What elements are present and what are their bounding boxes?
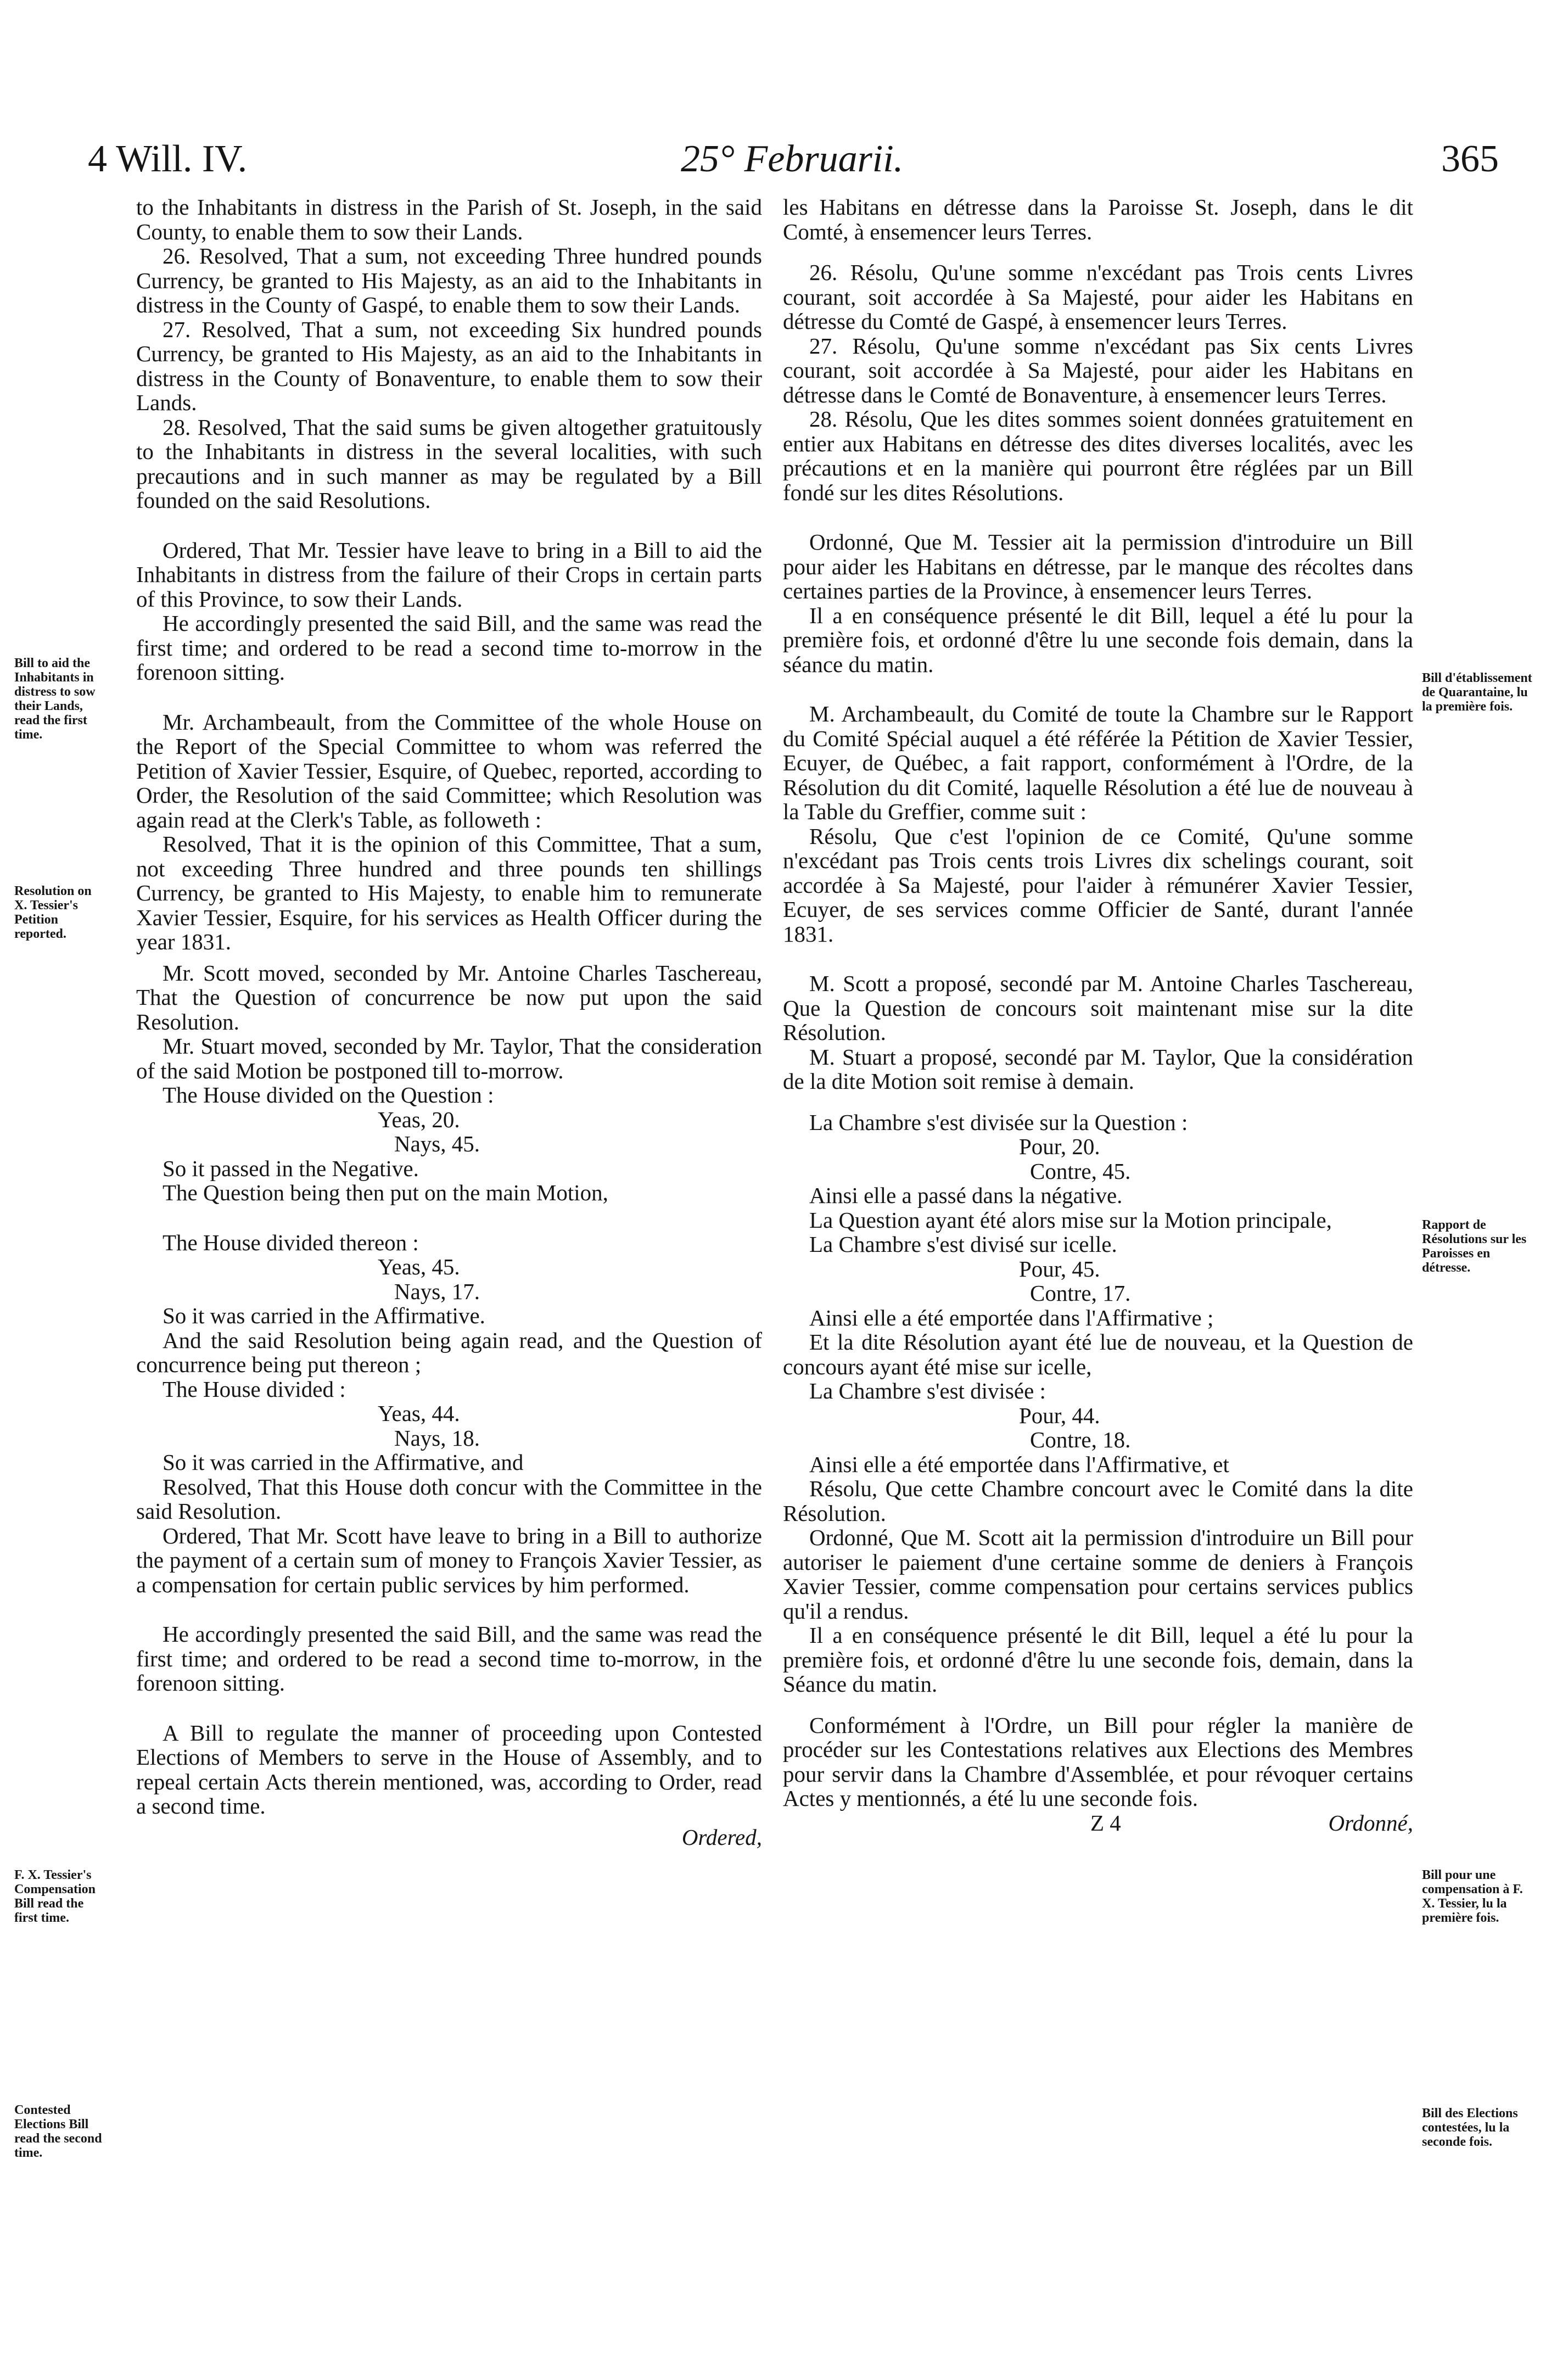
vote-pour: Pour, 45. [1019, 1256, 1100, 1282]
margin-note-contested-elections: Contested Elections Bill read the second time. [14, 2103, 102, 2160]
vote-yeas: Yeas, 44. [378, 1401, 460, 1426]
paragraph: Mr. Archambeault, from the Committee of the whole House on the Report of the Special Committee to whom was referred the Petition of Xavier Tessier, Esquire, of Quebec, reported, according to Order, the Resolution of the said Committee; which Resolution was again read at the Clerk's Table, as followeth : [136, 709, 762, 832]
paragraph: Ordered, That Mr. Scott have leave to bring in a Bill to authorize the payment of a certain sum of money to François Xavier Tessier, as a compensation for certain public services by him performed. [136, 1523, 762, 1597]
page-header [88, 137, 1499, 181]
paragraph: Mr. Stuart moved, seconded by Mr. Taylor, That the consideration of the said Motion be postponed till to-morrow. [136, 1033, 762, 1083]
vote-yeas: Yeas, 20. [378, 1106, 460, 1132]
paragraph: Ainsi elle a été emportée dans l'Affirmative ; [809, 1305, 1214, 1330]
paragraph: Resolved, That this House doth concur with the Committee in the said Resolution. [136, 1474, 762, 1524]
vote-pour: Pour, 20. [1019, 1134, 1100, 1159]
paragraph: Conformément à l'Ordre, un Bill pour régler la manière de procéder sur les Contestations relatives aux Elections des Membres pour servir dans la Chambre d'Assemblée, et pour révoquer certains Actes y mentionnés, a été lu une seconde fois. [783, 1712, 1413, 1811]
session-label: 4 Will. IV. [88, 138, 248, 180]
vote-contre: Contre, 45. [1030, 1158, 1131, 1184]
page-number: 365 [1441, 138, 1499, 180]
margin-note-bill-quarantaine: Bill d'établissement de Quarantaine, lu la première fois. [1422, 671, 1532, 714]
vote-nays: Nays, 45. [394, 1131, 480, 1156]
paragraph: La Question ayant été alors mise sur la Motion principale, [809, 1207, 1332, 1233]
paragraph: 26. Résolu, Qu'une somme n'excédant pas Trois cents Livres courant, soit accordée à Sa Majesté, pour aider les Habitans en détresse du Comté de Gaspé, à ensemencer leurs Terres. [783, 260, 1413, 334]
paragraph: Il a en conséquence présenté le dit Bill, lequel a été lu pour la première fois, et ordonné d'être lu une seconde fois demain, dans la séance du matin. [783, 602, 1413, 677]
catchword: Ordonné, [1328, 1810, 1413, 1836]
margin-note-resolution-tessier: Resolution on X. Tessier's Petition reported. [14, 884, 92, 941]
paragraph: La Chambre s'est divisée : [809, 1378, 1046, 1403]
paragraph: Ordonné, Que M. Tessier ait la permission d'introduire un Bill pour aider les Habitans en détresse, par le manque des récoltes dans certaines parties de la Province, à ensemencer leurs Terres. [783, 529, 1413, 603]
paragraph: 26. Resolved, That a sum, not exceeding Three hundred pounds Currency, be granted to His Majesty, as an aid to the Inhabitants in distress in the County of Gaspé, to enable them to sow their Lands. [136, 243, 762, 317]
margin-note-bill-compensation: Bill pour une compensation à F. X. Tessier, lu la première fois. [1422, 1868, 1523, 1925]
signature-mark: Z 4 [1090, 1810, 1121, 1836]
margin-note-bill-aid: Bill to aid the Inhabitants in distress to sow their Lands, read the first time. [14, 656, 96, 742]
paragraph: The House divided : [163, 1376, 346, 1402]
paragraph: And the said Resolution being again read, and the Question of concurrence being put thereon ; [136, 1327, 762, 1377]
paragraph: So it passed in the Negative. [163, 1155, 419, 1181]
vote-contre: Contre, 17. [1030, 1280, 1131, 1306]
paragraph: A Bill to regulate the manner of proceeding upon Contested Elections of Members to serve in the House of Assembly, and to repeal certain Acts therein mentioned, was, according to Order, read a second time. [136, 1720, 762, 1819]
margin-note-bill-elections: Bill des Elections contestées, lu la seconde fois. [1422, 2106, 1518, 2149]
paragraph: Ainsi elle a passé dans la négative. [809, 1183, 1123, 1208]
paragraph: to the Inhabitants in distress in the Parish of St. Joseph, in the said County, to enable them to sow their Lands. [136, 194, 762, 244]
paragraph: Mr. Scott moved, seconded by Mr. Antoine Charles Taschereau, That the Question of concurrence be now put upon the said Resolution. [136, 960, 762, 1034]
paragraph: La Chambre s'est divisée sur la Question : [809, 1109, 1188, 1135]
vote-pour: Pour, 44. [1019, 1402, 1100, 1428]
margin-note-compensation-bill: F. X. Tessier's Compensation Bill read the first time. [14, 1868, 96, 1925]
paragraph: He accordingly presented the said Bill, and the same was read the first time; and ordered to be read a second time to-morrow in the forenoon sitting. [136, 611, 762, 685]
paragraph: The Question being then put on the main Motion, [163, 1180, 608, 1205]
paragraph: 27. Resolved, That a sum, not exceeding Six hundred pounds Currency, be granted to His Majesty, as an aid to the Inhabitants in distress in the County of Bonaventure, to enable them to sow their Lands. [136, 316, 762, 415]
vote-nays: Nays, 18. [394, 1425, 480, 1451]
paragraph: So it was carried in the Affirmative, and [163, 1450, 524, 1475]
date-label: 25° Februarii. [681, 138, 904, 180]
catchword: Ordered, [681, 1824, 762, 1850]
paragraph: Ainsi elle a été emportée dans l'Affirmative, et [809, 1451, 1229, 1477]
paragraph: The House divided on the Question : [163, 1082, 494, 1107]
paragraph: Ordonné, Que M. Scott ait la permission d'introduire un Bill pour autoriser le paiement d'une certaine somme de deniers à François Xavier Tessier, comme compensation pour certains services publics qu'il a rendus. [783, 1525, 1413, 1624]
paragraph: M. Scott a proposé, secondé par M. Antoine Charles Taschereau, Que la Question de concours soit maintenant mise sur la dite Résolution. [783, 971, 1413, 1045]
paragraph: 28. Resolved, That the said sums be given altogether gratuitously to the Inhabitants in distress in the several localities, with such precautions and in such manner as may be regulated by a Bill founded on the said Resolutions. [136, 414, 762, 513]
paragraph: He accordingly presented the said Bill, and the same was read the first time; and ordered to be read a second time to-morrow, in the forenoon sitting. [136, 1621, 762, 1696]
english-column [136, 195, 762, 2259]
paragraph: Résolu, Que c'est l'opinion de ce Comité, Qu'une somme n'excédant pas Trois cents trois Livres dix schelings courant, soit accordée à Sa Majesté, pour l'aider à rémunérer Xavier Tessier, Ecuyer, de ses services comme Officier de Santé, durant l'année 1831. [783, 823, 1413, 947]
paragraph: Resolved, That it is the opinion of this Committee, That a sum, not exceeding Three hundred and three pounds ten shillings Currency, be granted to His Majesty, to enable him to remunerate Xavier Tessier, Esquire, for his services as Health Officer during the year 1831. [136, 831, 762, 954]
paragraph: Résolu, Que cette Chambre concourt avec le Comité dans la dite Résolution. [783, 1476, 1413, 1526]
paragraph: les Habitans en détresse dans la Paroisse St. Joseph, dans le dit Comté, à ensemencer leurs Terres. [783, 194, 1413, 244]
paragraph: Ordered, That Mr. Tessier have leave to bring in a Bill to aid the Inhabitants in distress from the failure of their Crops in certain parts of this Province, to sow their Lands. [136, 537, 762, 612]
paragraph: M. Archambeault, du Comité de toute la Chambre sur le Rapport du Comité Spécial auquel a été référée la Pétition de Xavier Tessier, Ecuyer, de Québec, a fait rapport, conformément à l'Ordre, de la Résolution du dit Comité, laquelle Résolution a été lue de nouveau à la Table du Greffier, comme suit : [783, 701, 1413, 824]
paragraph: Il a en conséquence présenté le dit Bill, lequel a été lu pour la première fois, et ordonné d'être lu une seconde fois, demain, dans la Séance du matin. [783, 1623, 1413, 1697]
paragraph: The House divided thereon : [163, 1229, 419, 1255]
vote-contre: Contre, 18. [1030, 1427, 1131, 1452]
vote-nays: Nays, 17. [394, 1278, 480, 1304]
paragraph: La Chambre s'est divisé sur icelle. [809, 1232, 1117, 1257]
paragraph: 28. Résolu, Que les dites sommes soient données gratuitement en entier aux Habitans en détresse des dites diverses localités, avec les précautions et en la manière qui pourront être réglées par un Bill fondé sur les dites Résolutions. [783, 406, 1413, 505]
paragraph: So it was carried in the Affirmative. [163, 1303, 485, 1328]
margin-note-rapport-resolutions: Rapport de Résolutions sur les Paroisses en détresse. [1422, 1218, 1527, 1275]
vote-yeas: Yeas, 45. [378, 1254, 460, 1279]
paragraph: 27. Résolu, Qu'une somme n'excédant pas Six cents Livres courant, soit accordée à Sa Majesté, pour aider les Habitans en détresse dans le Comté de Bonaventure, à ensemencer leurs Terres. [783, 333, 1413, 407]
paragraph: M. Stuart a proposé, secondé par M. Taylor, Que la considération de la dite Motion soit remise à demain. [783, 1044, 1413, 1094]
paragraph: Et la dite Résolution ayant été lue de nouveau, et la Question de concours ayant été mise sur icelle, [783, 1329, 1413, 1379]
page-footer [783, 1811, 1413, 1836]
french-column [783, 195, 1413, 2259]
